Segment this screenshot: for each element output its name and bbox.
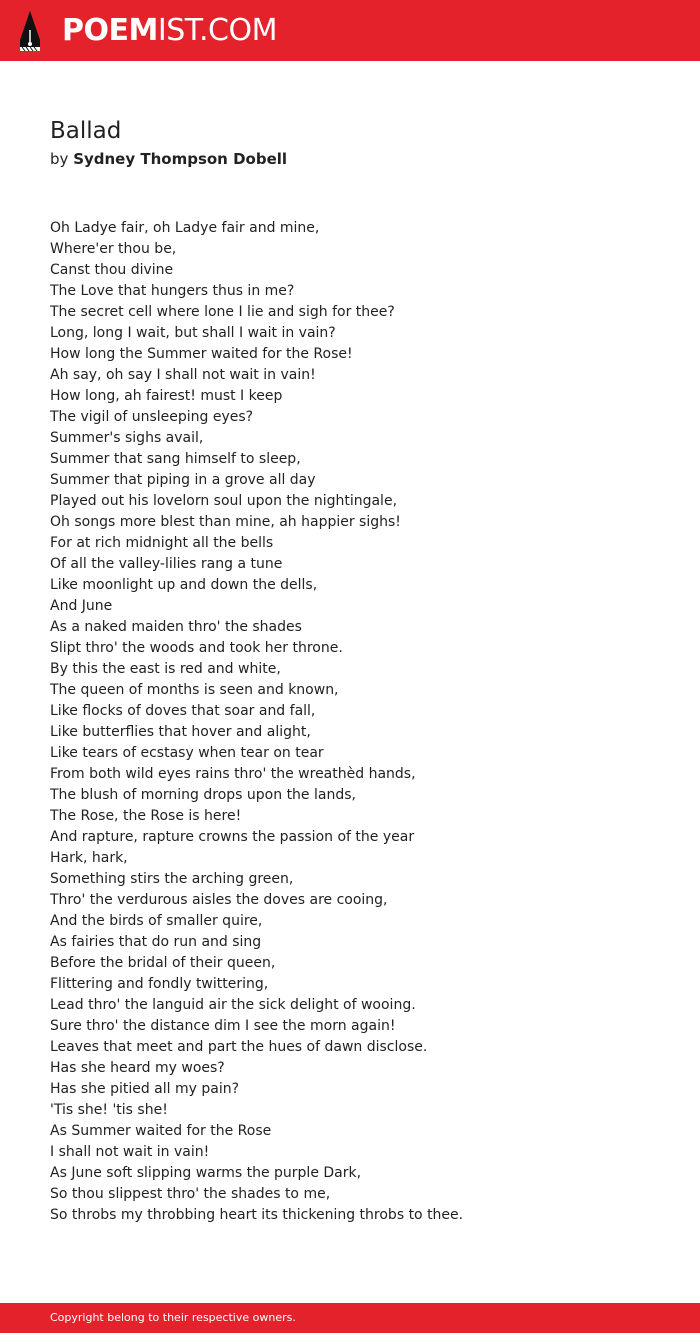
poem-line: Has she heard my woes? xyxy=(50,1060,225,1076)
poem-line: And the birds of smaller quire, xyxy=(50,913,263,929)
poem-line: 'Tis she! 'tis she! xyxy=(50,1102,168,1118)
poem-author: Sydney Thompson Dobell xyxy=(73,150,288,168)
poem-line: How long, ah fairest! must I keep xyxy=(50,388,283,404)
poem-line: Slipt thro' the woods and took her throne. xyxy=(50,640,343,656)
poem-line: Like butterflies that hover and alight, xyxy=(50,724,311,740)
poem-body xyxy=(50,218,670,1226)
poem-line: Like flocks of doves that soar and fall, xyxy=(50,703,316,719)
poem-line: Leaves that meet and part the hues of dawn disclose. xyxy=(50,1039,428,1055)
poem-line: I shall not wait in vain! xyxy=(50,1144,210,1160)
poem-line: Oh songs more blest than mine, ah happier sighs! xyxy=(50,514,401,530)
poem-line: Summer that sang himself to sleep, xyxy=(50,451,301,467)
poem-line: Hark, hark, xyxy=(50,850,128,866)
poem-line: How long the Summer waited for the Rose! xyxy=(50,346,353,362)
poem-line: By this the east is red and white, xyxy=(50,661,281,677)
poem-line: Ah say, oh say I shall not wait in vain! xyxy=(50,367,316,383)
poem-line: Played out his lovelorn soul upon the nightingale, xyxy=(50,493,398,509)
poem-line: As a naked maiden thro' the shades xyxy=(50,619,302,635)
poem-line: Sure thro' the distance dim I see the morn again! xyxy=(50,1018,396,1034)
poem-line: Something stirs the arching green, xyxy=(50,871,294,887)
poem-line: Oh Ladye fair, oh Ladye fair and mine, xyxy=(50,220,320,236)
by-label: by xyxy=(50,150,69,168)
poem-line: Summer that piping in a grove all day xyxy=(50,472,316,488)
logo-text-bold: POEM xyxy=(62,13,158,48)
poem-line: Canst thou divine xyxy=(50,262,174,278)
poem-line: The secret cell where lone I lie and sigh for thee? xyxy=(50,304,395,320)
poem-line: Summer's sighs avail, xyxy=(50,430,204,446)
poem-line: Of all the valley-lilies rang a tune xyxy=(50,556,283,572)
poem-line: As Summer waited for the Rose xyxy=(50,1123,272,1139)
poem-byline xyxy=(50,149,287,169)
poem-line: The queen of months is seen and known, xyxy=(50,682,339,698)
logo-text-light: IST.COM xyxy=(157,13,277,48)
poem-line: As fairies that do run and sing xyxy=(50,934,262,950)
poem-line: And June xyxy=(50,598,113,614)
site-header xyxy=(0,0,700,61)
pen-nib-icon[interactable] xyxy=(18,10,42,52)
poem-line: Lead thro' the languid air the sick delight of wooing. xyxy=(50,997,416,1013)
poem-title: Ballad xyxy=(50,118,122,144)
poem-line: Where'er thou be, xyxy=(50,241,177,257)
poem-line: So throbs my throbbing heart its thickening throbs to thee. xyxy=(50,1207,464,1223)
poem-line: From both wild eyes rains thro' the wreathèd hands, xyxy=(50,766,416,782)
poem-line: The Love that hungers thus in me? xyxy=(50,283,295,299)
poem-line: Before the bridal of their queen, xyxy=(50,955,276,971)
poem-line: Like moonlight up and down the dells, xyxy=(50,577,318,593)
poem-line: Like tears of ecstasy when tear on tear xyxy=(50,745,324,761)
copyright-text: Copyright belong to their respective owners. xyxy=(50,1311,296,1324)
poem-line: Flittering and fondly twittering, xyxy=(50,976,269,992)
poem-line: The vigil of unsleeping eyes? xyxy=(50,409,254,425)
site-logo[interactable] xyxy=(62,13,277,49)
poem-line: And rapture, rapture crowns the passion of the year xyxy=(50,829,415,845)
poem-line: The Rose, the Rose is here! xyxy=(50,808,242,824)
poem-line: Long, long I wait, but shall I wait in vain? xyxy=(50,325,336,341)
poem-line: So thou slippest thro' the shades to me, xyxy=(50,1186,331,1202)
poem-line: For at rich midnight all the bells xyxy=(50,535,274,551)
poem-line: Has she pitied all my pain? xyxy=(50,1081,240,1097)
site-footer xyxy=(0,1303,700,1333)
poem-line: The blush of morning drops upon the lands, xyxy=(50,787,356,803)
poem-line: As June soft slipping warms the purple Dark, xyxy=(50,1165,362,1181)
poem-line: Thro' the verdurous aisles the doves are cooing, xyxy=(50,892,388,908)
